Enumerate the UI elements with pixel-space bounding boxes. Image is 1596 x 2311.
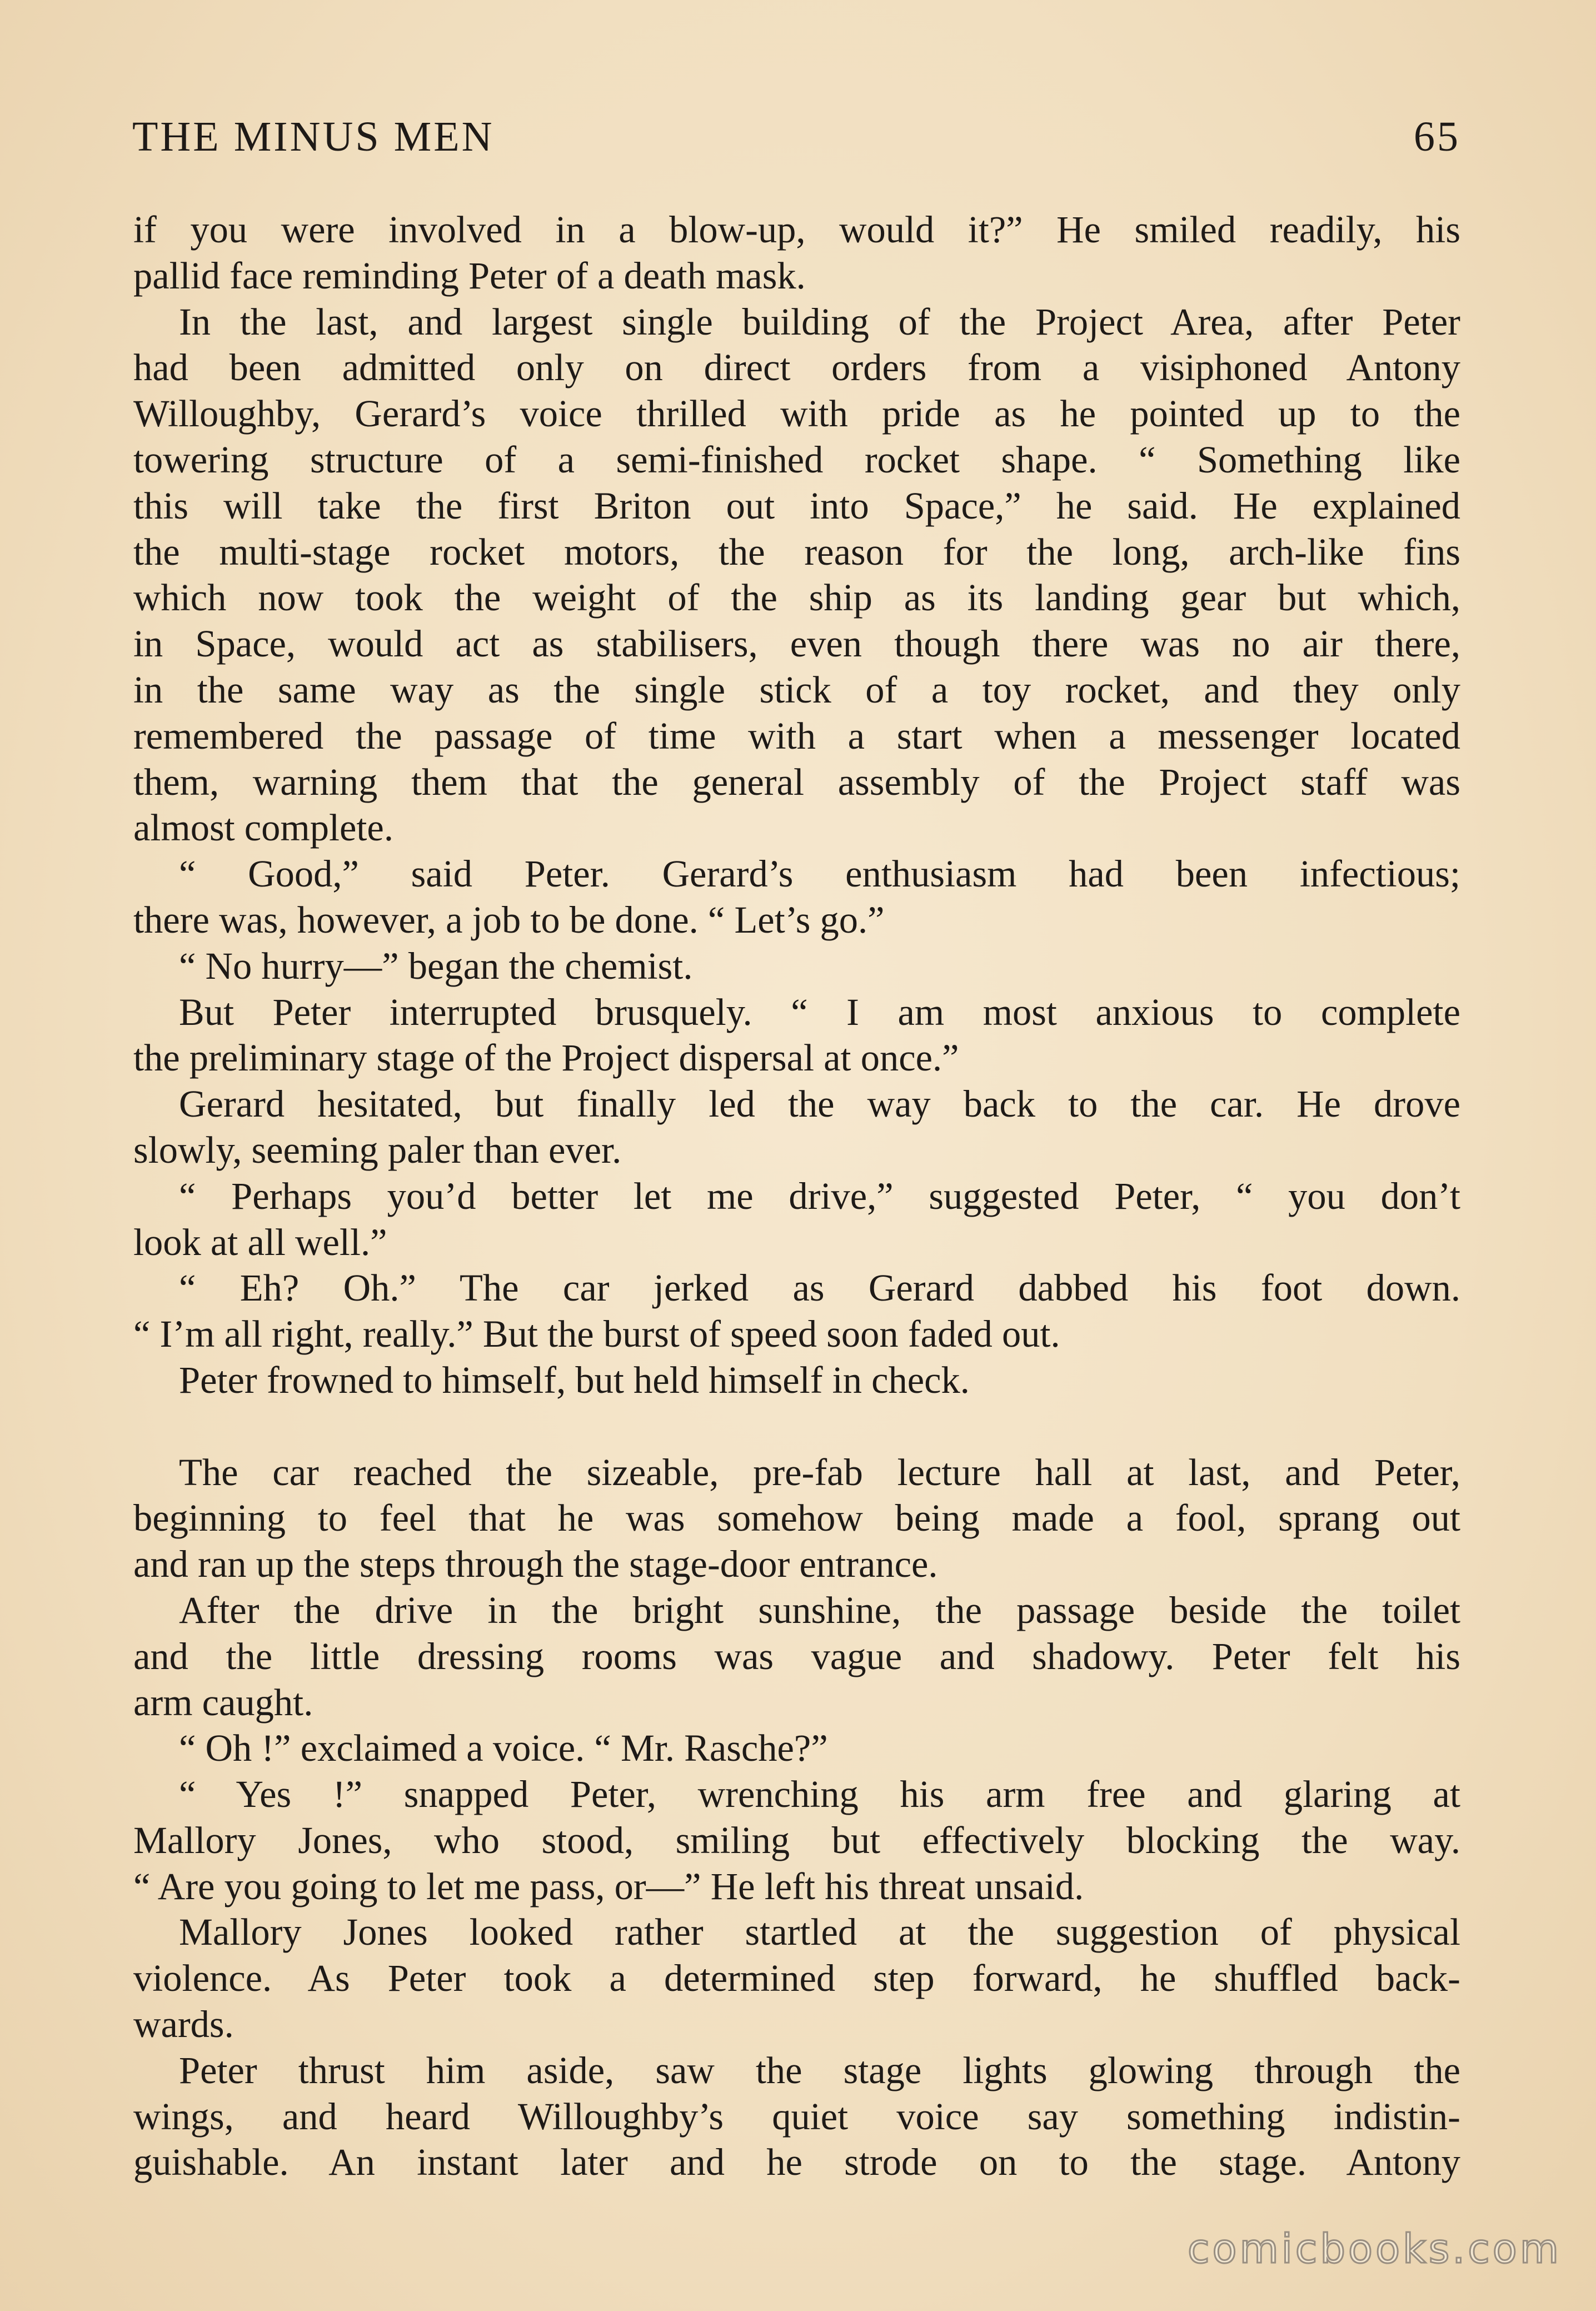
text-line: and the little dressing rooms was vague and shadowy. Peter felt his bbox=[133, 1635, 1460, 1677]
text-line: the preliminary stage of the Project dispersal at once.” bbox=[133, 1037, 959, 1079]
text-line: “ Good,” said Peter. Gerard’s enthusiasm had been infectious; bbox=[179, 853, 1460, 895]
text-line: wards. bbox=[133, 2003, 234, 2046]
text-line: slowly, seeming paler than ever. bbox=[133, 1128, 622, 1171]
text-line: Gerard hesitated, but finally led the way back to the car. He drove bbox=[179, 1083, 1460, 1125]
running-title: THE MINUS MEN bbox=[132, 113, 495, 160]
text-line: which now took the weight of the ship as its landing gear but which, bbox=[133, 576, 1460, 619]
text-line: Peter thrust him aside, saw the stage lights glowing through the bbox=[179, 2049, 1460, 2091]
text-line: arm caught. bbox=[133, 1681, 313, 1724]
text-line: and ran up the steps through the stage-door entrance. bbox=[133, 1543, 938, 1586]
text-line: beginning to feel that he was somehow being made a fool, sprang out bbox=[133, 1497, 1460, 1540]
text-line: almost complete. bbox=[133, 806, 393, 849]
text-line: in the same way as the single stick of a toy rocket, and they only bbox=[133, 668, 1460, 711]
text-line: In the last, and largest single building of the Project Area, after Peter bbox=[179, 300, 1460, 343]
text-line: guishable. An instant later and he strode on to the stage. Antony bbox=[133, 2141, 1460, 2184]
text-line: if you were involved in a blow-up, would it?” He smiled readily, his bbox=[133, 208, 1460, 251]
text-line: “ No hurry—” began the chemist. bbox=[179, 944, 693, 987]
text-line: there was, however, a job to be done. “ Let’s go.” bbox=[133, 898, 885, 941]
text-line: this will take the first Briton out into Space,” he said. He explained bbox=[133, 484, 1460, 527]
text-line: had been admitted only on direct orders from a visiphoned Antony bbox=[133, 346, 1460, 389]
text-line: remembered the passage of time with a start when a messenger located bbox=[133, 714, 1460, 757]
text-line: “ Oh !” exclaimed a voice. “ Mr. Rasche?” bbox=[179, 1727, 828, 1770]
text-line: Willoughby, Gerard’s voice thrilled with pride as he pointed up to the bbox=[133, 392, 1460, 435]
text-line: The car reached the sizeable, pre-fab lecture hall at last, and Peter, bbox=[179, 1451, 1460, 1493]
text-line: “ I’m all right, really.” But the burst of speed soon faded out. bbox=[133, 1313, 1060, 1356]
text-line: look at all well.” bbox=[133, 1221, 387, 1263]
text-line: Mallory Jones, who stood, smiling but effectively blocking the way. bbox=[133, 1819, 1460, 1861]
text-line: them, warning them that the general assembly of the Project staff was bbox=[133, 760, 1460, 803]
text-line: pallid face reminding Peter of a death mask. bbox=[133, 254, 806, 297]
watermark: comicbooks.com bbox=[1187, 2225, 1562, 2272]
text-line: Peter frowned to himself, but held himself in check. bbox=[179, 1358, 970, 1401]
text-line: in Space, would act as stabilisers, even though there was no air there, bbox=[133, 622, 1460, 665]
text-line: Mallory Jones looked rather startled at the suggestion of physical bbox=[179, 1911, 1460, 1954]
text-line: the multi-stage rocket motors, the reason for the long, arch-like fins bbox=[133, 530, 1460, 573]
text-line: “ Yes !” snapped Peter, wrenching his arm free and glaring at bbox=[179, 1773, 1460, 1816]
page-number: 65 bbox=[1414, 113, 1460, 160]
text-line: violence. As Peter took a determined step forward, he shuffled back- bbox=[133, 1957, 1460, 2000]
text-line: “ Eh? Oh.” The car jerked as Gerard dabbed his foot down. bbox=[179, 1267, 1460, 1309]
text-line: towering structure of a semi-finished rocket shape. “ Something like bbox=[133, 438, 1460, 481]
text-line: “ Are you going to let me pass, or—” He left his threat unsaid. bbox=[133, 1865, 1084, 1907]
running-head bbox=[132, 109, 1460, 165]
text-line: “ Perhaps you’d better let me drive,” suggested Peter, “ you don’t bbox=[179, 1174, 1460, 1217]
text-line: After the drive in the bright sunshine, the passage beside the toilet bbox=[179, 1588, 1460, 1631]
body-text bbox=[133, 207, 1460, 2185]
text-line: But Peter interrupted brusquely. “ I am most anxious to complete bbox=[179, 990, 1460, 1033]
text-line: wings, and heard Willoughby’s quiet voice say something indistin- bbox=[133, 2095, 1460, 2138]
